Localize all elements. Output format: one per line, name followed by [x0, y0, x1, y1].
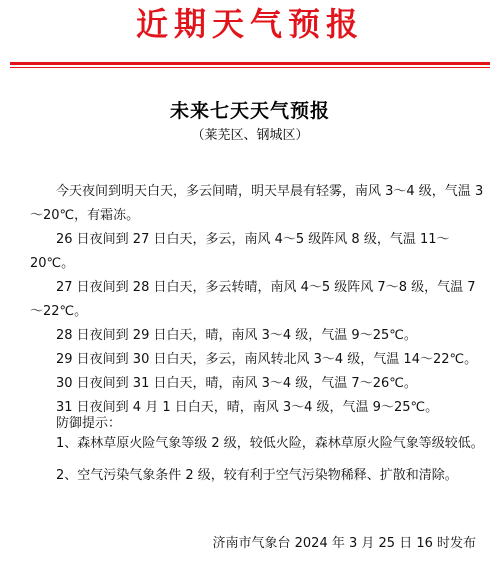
document-title: 未来七天天气预报 — [169, 100, 330, 122]
tip-item: 2、空气污染气象条件 2 级，较有利于空气污染物稀释、扩散和清除。 — [56, 468, 458, 483]
forecast-line: 29 日夜间到 30 日白天，多云，南风转北风 3～4 级，气温 14～22℃。 — [56, 352, 478, 367]
forecast-line: 今天夜间到明天白天，多云间晴，明天早晨有轻雾，南风 3～4 级，气温 3～20℃，有霜冻。 — [30, 184, 484, 223]
tip-item: 1、森林草原火险气象等级 2 级，较低火险，森林草原火险气象等级较低。 — [56, 436, 484, 451]
forecast-line: 28 日夜间到 29 日白天，晴，南风 3～4 级，气温 9～25℃。 — [56, 328, 417, 343]
banner-rule-thin — [10, 67, 490, 68]
banner-title: 近期天气预报 — [135, 5, 364, 43]
forecast-list — [30, 180, 484, 420]
forecast-line: 31 日夜间到 4 月 1 日白天，晴，南风 3～4 级，气温 9～25℃。 — [56, 400, 439, 415]
issuer-footer: 济南市气象台 2024 年 3 月 25 日 16 时发布 — [212, 536, 476, 551]
forecast-line: 27 日夜间到 28 日白天，多云转晴，南风 4～5 级阵风 7～8 级，气温 7～22℃。 — [30, 280, 476, 319]
banner-rule-thick — [10, 62, 490, 65]
forecast-line: 30 日夜间到 31 日白天，晴，南风 3～4 级，气温 7～26℃。 — [56, 376, 417, 391]
forecast-line: 26 日夜间到 27 日白天，多云，南风 4～5 级阵风 8 级，气温 11～20℃。 — [30, 232, 450, 271]
document-subtitle: （莱芜区、钢城区） — [191, 128, 309, 143]
tips-list — [30, 432, 484, 496]
defense-title: 防御提示： — [56, 416, 122, 431]
